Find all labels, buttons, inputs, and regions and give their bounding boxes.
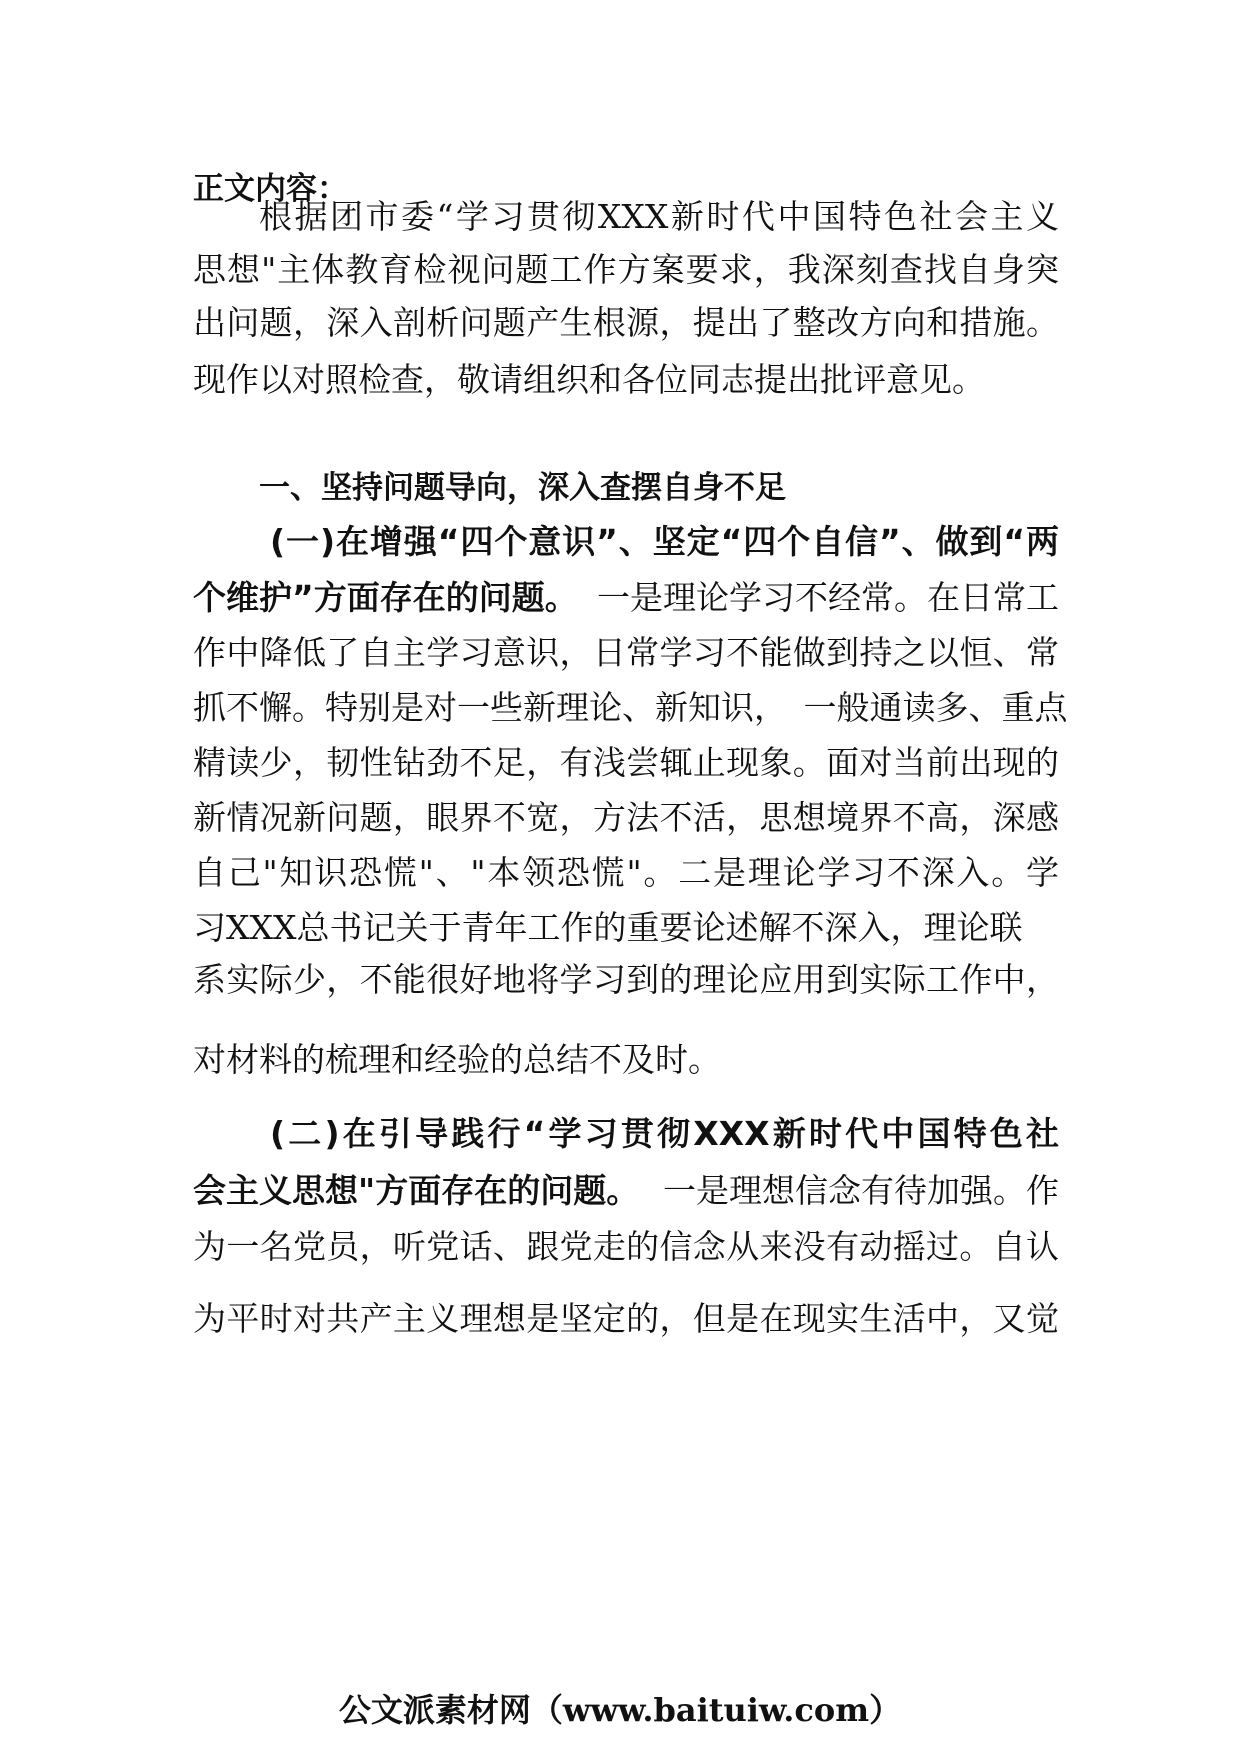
sec1-line-2: [193, 578, 1059, 618]
intro-line-1: 根据团市委“学习贯彻XXX新时代中国特色社会主义: [259, 197, 1059, 236]
sec2-title-line-1: (二)在引导践行“学习贯彻XXX新时代中国特色社: [270, 1114, 1059, 1153]
sec1-title-line-2: 个维护”方面存在的问题。: [193, 578, 578, 617]
sec1-line-7: 自己"知识恐慌"、"本领恐慌"。二是理论学习不深入。学: [193, 853, 1059, 892]
sec1-line-10: 对材料的梳理和经验的总结不及时。: [193, 1040, 721, 1079]
content-label: 正文内容：: [193, 171, 348, 207]
sec1-line-5: 精读少，韧性钻劲不足，有浅尝辄止现象。面对当前出现的: [193, 743, 1059, 782]
heading-1: 一、坚持问题导向，深入查摆自身不足: [259, 470, 786, 506]
sec1-line-6: 新情况新问题，眼界不宽，方法不活，思想境界不高，深感: [193, 798, 1059, 837]
sec1-line-3: 作中降低了自主学习意识，日常学习不能做到持之以恒、常: [193, 633, 1059, 672]
footer-watermark: 公文派素材网（www.baituiw.com）: [338, 1691, 902, 1729]
sec2-title-line-2: 会主义思想"方面存在的问题。: [193, 1171, 640, 1210]
sec1-line-4: 抓不懈。特别是对一些新理论、新知识， 一般通读多、重点: [193, 688, 1068, 727]
sec2-line-2: [193, 1171, 1059, 1211]
sec1-line-9: 系实际少，不能很好地将学习到的理论应用到实际工作中，: [193, 960, 1059, 999]
sec2-line-2-rest: 一是理想信念有待加强。作: [663, 1171, 1059, 1210]
sec1-title-line-1: (一)在增强“四个意识”、坚定“四个自信”、做到“两: [270, 522, 1059, 561]
sec2-line-3: 为一名党员，听党话、跟党走的信念从来没有动摇过。自认: [193, 1227, 1059, 1266]
sec2-line-4: 为平时对共产主义理想是坚定的，但是在现实生活中，又觉: [193, 1299, 1059, 1338]
intro-line-3: 出问题，深入剖析问题产生根源，提出了整改方向和措施。: [193, 303, 1059, 342]
intro-line-2: 思想"主体教育检视问题工作方案要求，我深刻查找自身突: [193, 250, 1059, 289]
sec1-line-2-rest: 一是理论学习不经常。在日常工: [597, 578, 1059, 617]
sec1-line-8: 习XXX总书记关于青年工作的重要论述解不深入，理论联: [193, 908, 1023, 947]
intro-line-4: 现作以对照检查，敬请组织和各位同志提出批评意见。: [193, 360, 985, 399]
